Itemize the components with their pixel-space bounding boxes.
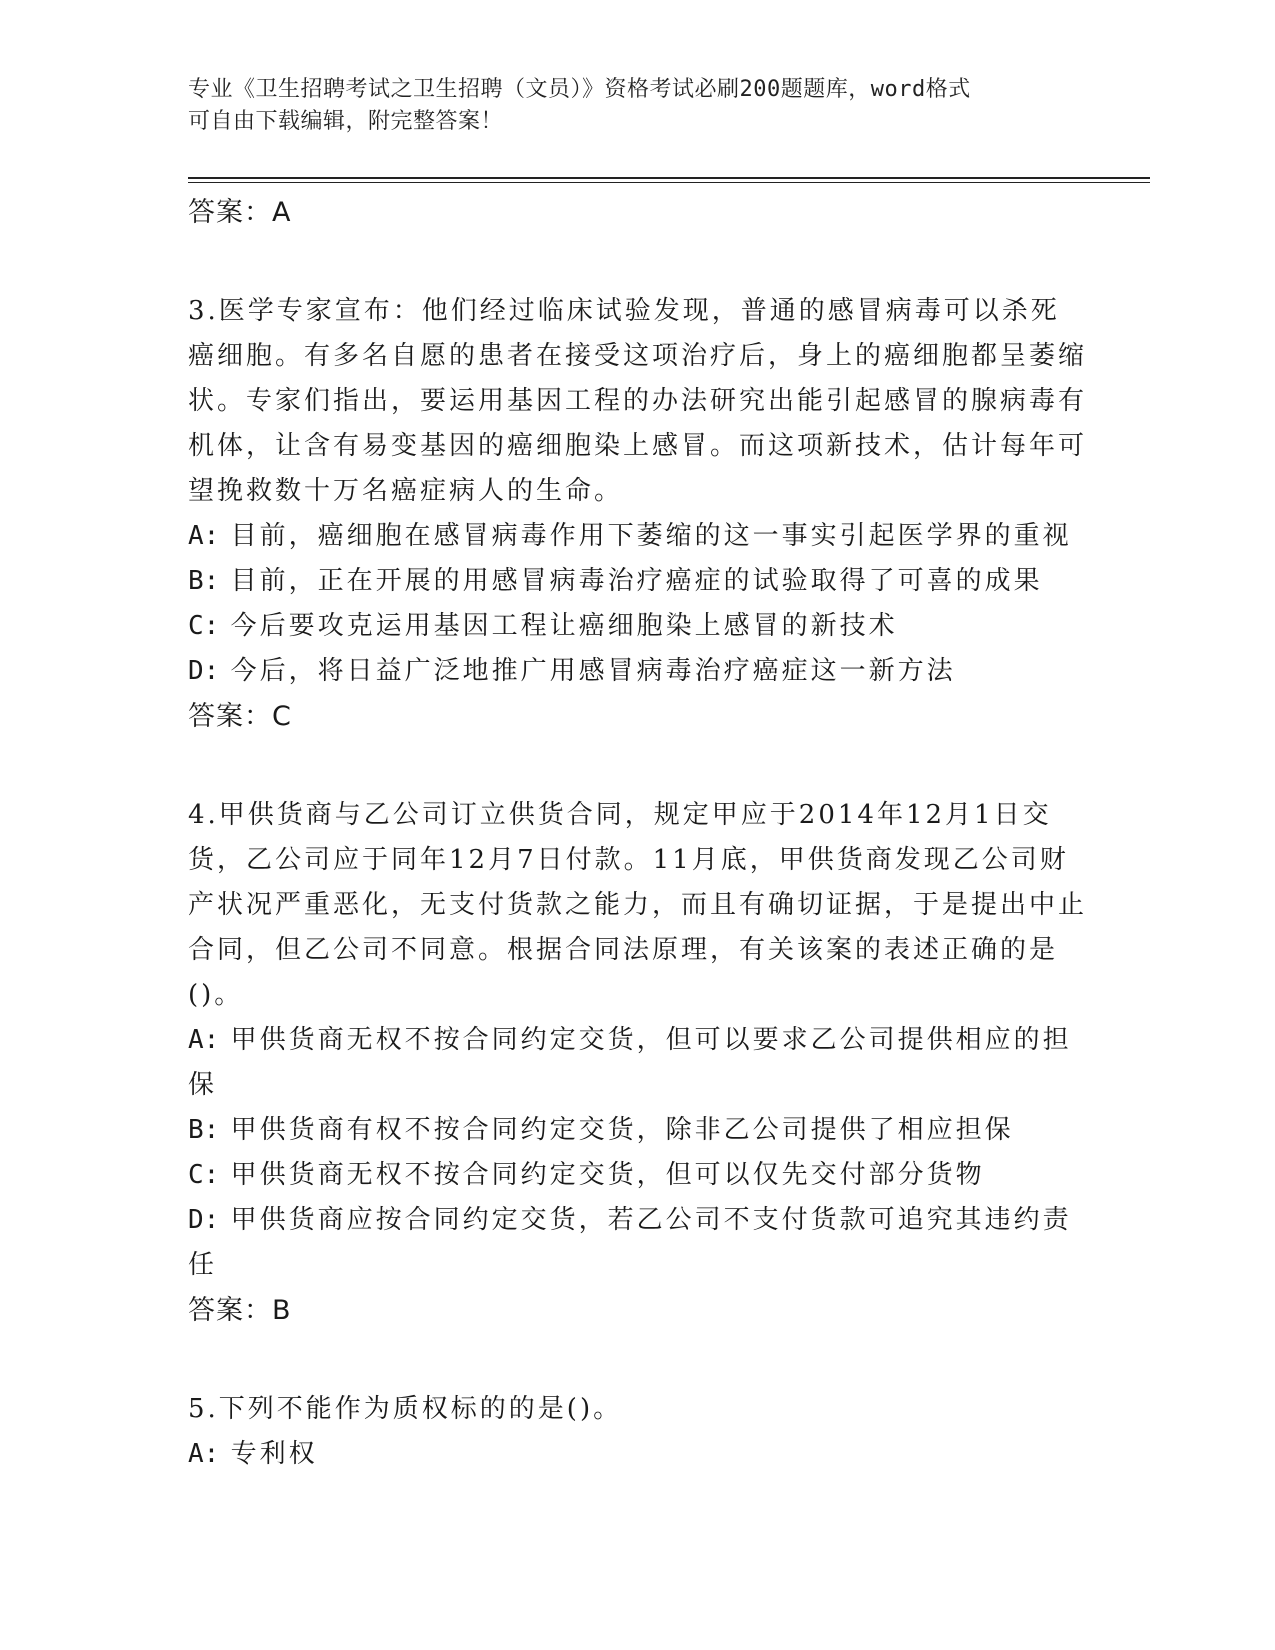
question-text: 5.下列不能作为质权标的的是()。 <box>188 1394 623 1424</box>
option-text: 今后要攻克运用基因工程让癌细胞染上感冒的新技术 <box>230 611 898 641</box>
previous-answer: 答案：A <box>188 197 292 228</box>
option-label: C: <box>188 1160 220 1190</box>
option-text: 目前，正在开展的用感冒病毒治疗癌症的试验取得了可喜的成果 <box>230 566 1043 596</box>
option-b <box>188 559 1088 604</box>
option-text: 甲供货商无权不按合同约定交货，但可以要求乙公司提供相应的担保 <box>188 1025 1072 1100</box>
question-text: 3.医学专家宣布：他们经过临床试验发现，普通的感冒病毒可以杀死癌细胞。有多名自愿的患者在接受这项治疗后，身上的癌细胞都呈萎缩状。专家们指出，要运用基因工程的办法研究出能引起感冒的腺病毒有机体，让含有易变基因的癌细胞染上感冒。而这项新技术，估计每年可望挽救数十万名癌症病人的生命。 <box>188 296 1088 506</box>
option-text: 甲供货商无权不按合同约定交货，但可以仅先交付部分货物 <box>230 1160 985 1190</box>
header-title-line-1: 专业《卫生招聘考试之卫生招聘（文员）》资格考试必刷200题题库，word格式 <box>188 77 971 102</box>
option-text: 甲供货商有权不按合同约定交货，除非乙公司提供了相应担保 <box>230 1115 1014 1145</box>
option-text: 专利权 <box>230 1439 318 1469</box>
option-c <box>188 604 1088 649</box>
option-label: A: <box>188 1439 220 1469</box>
question-5 <box>188 1387 1088 1477</box>
option-text: 今后，将日益广泛地推广用感冒病毒治疗癌症这一新方法 <box>230 656 956 686</box>
option-label: A: <box>188 1025 220 1055</box>
option-a <box>188 514 1088 559</box>
option-text: 目前，癌细胞在感冒病毒作用下萎缩的这一事实引起医学界的重视 <box>230 521 1072 551</box>
option-label: C: <box>188 611 220 641</box>
header-title-line-2: 可自由下载编辑，附完整答案！ <box>188 109 504 134</box>
option-a <box>188 1018 1088 1108</box>
question-4 <box>188 793 1088 1333</box>
option-a <box>188 1432 1088 1477</box>
option-d <box>188 1198 1088 1288</box>
option-label: D: <box>188 1205 220 1235</box>
option-label: A: <box>188 521 220 551</box>
option-b <box>188 1108 1088 1153</box>
option-d <box>188 649 1088 694</box>
option-c <box>188 1153 1088 1198</box>
question-text: 4.甲供货商与乙公司订立供货合同，规定甲应于2014年12月1日交货，乙公司应于同年12月7日付款。11月底，甲供货商发现乙公司财产状况严重恶化，无支付货款之能力，而且有确切证据，于是提出中止合同，但乙公司不同意。根据合同法原理，有关该案的表述正确的是()。 <box>188 800 1088 1010</box>
answer: 答案：C <box>188 701 292 732</box>
option-text: 甲供货商应按合同约定交货，若乙公司不支付货款可追究其违约责任 <box>188 1205 1072 1280</box>
page-header <box>188 74 1068 138</box>
question-3 <box>188 289 1088 739</box>
header-divider-thin <box>188 182 1150 183</box>
option-label: B: <box>188 1115 220 1145</box>
option-label: B: <box>188 566 220 596</box>
answer: 答案：B <box>188 1295 292 1326</box>
document-body <box>188 190 1088 1477</box>
header-divider-thick <box>188 177 1150 179</box>
option-label: D: <box>188 656 220 686</box>
